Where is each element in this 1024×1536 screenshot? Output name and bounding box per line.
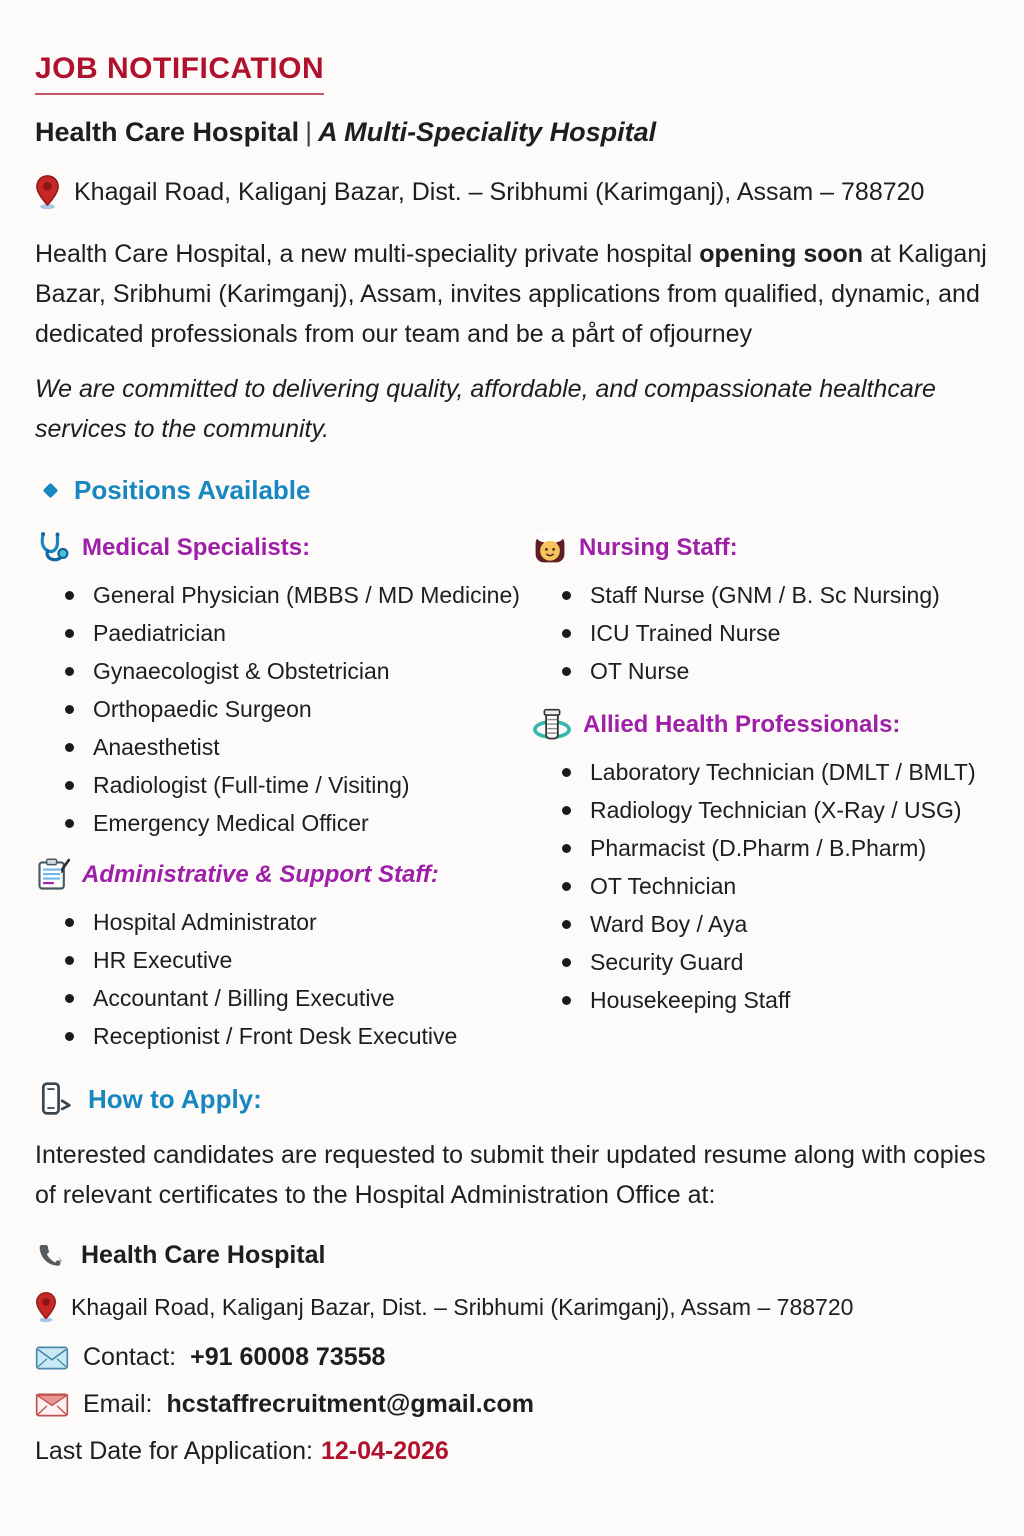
contact-phone-row (35, 1343, 996, 1372)
medical-specialists-heading (35, 530, 532, 566)
envelope-blue-icon (35, 1345, 69, 1371)
intro-text-before: Health Care Hospital, a new multi-speciality private hospital (35, 240, 693, 268)
allied-health-list (532, 759, 996, 1014)
intro-highlight: opening soon (699, 240, 864, 268)
list-item: Staff Nurse (GNM / B. Sc Nursing) (562, 582, 996, 609)
allied-health-heading (532, 707, 996, 743)
contact-address-row (35, 1291, 996, 1323)
list-item: Radiologist (Full-time / Visiting) (65, 772, 532, 799)
intro-paragraph (35, 234, 996, 354)
list-item: Orthopaedic Surgeon (65, 696, 532, 723)
positions-available-heading (45, 475, 996, 506)
left-column (35, 520, 532, 1061)
contact-phone-label: Contact: (83, 1343, 177, 1371)
list-item: Paediatrician (65, 620, 532, 647)
clipboard-pen-icon (35, 857, 71, 893)
admin-support-heading (35, 857, 532, 893)
list-item: Ward Boy / Aya (562, 911, 996, 938)
list-item: Emergency Medical Officer (65, 810, 532, 837)
admin-support-list (35, 909, 532, 1050)
last-date-value: 12-04-2026 (320, 1437, 449, 1465)
phone-handset-icon (35, 1239, 67, 1271)
list-item: Anaesthetist (65, 734, 532, 761)
contact-name-row (35, 1239, 996, 1271)
positions-columns (35, 520, 996, 1061)
medical-specialists-label: Medical Specialists: (82, 534, 311, 561)
admin-support-label: Administrative & Support Staff: (82, 861, 439, 888)
nurse-icon (532, 530, 568, 566)
contact-email-address[interactable]: hcstaffrecruitment@gmail.com (166, 1390, 534, 1418)
header-address-row (35, 174, 996, 210)
intro-text-after: at Kaliganj Bazar, Sribhumi (Karimganj), Assam, invites applications from qualified, dynamic, and dedicated professionals from our team and be a pårt of ofjourney (35, 240, 987, 348)
test-tube-icon (532, 707, 572, 743)
mobile-phone-arrow-icon (35, 1081, 75, 1117)
location-pin-icon (35, 174, 60, 210)
nursing-staff-list (532, 582, 996, 685)
contact-email-label: Email: (83, 1390, 153, 1418)
right-column (532, 520, 996, 1061)
apply-instructions: Interested candidates are requested to submit their updated resume along with copies of relevant certificates to the Hospital Administration Office at: (35, 1141, 986, 1209)
how-to-apply-heading (35, 1081, 996, 1117)
contact-email-row (35, 1390, 996, 1419)
stethoscope-icon (35, 530, 71, 566)
contact-hospital-name: Health Care Hospital (81, 1240, 326, 1269)
last-date-row (35, 1437, 996, 1466)
list-item: Gynaecologist & Obstetrician (65, 658, 532, 685)
list-item: Radiology Technician (X-Ray / USG) (562, 797, 996, 824)
hospital-name: Health Care Hospital (35, 117, 300, 147)
list-item: Housekeeping Staff (562, 987, 996, 1014)
list-item: Accountant / Billing Executive (65, 985, 532, 1012)
mission-paragraph: We are committed to delivering quality, affordable, and compassionate healthcare services to the community. (35, 375, 936, 443)
contact-phone-number[interactable]: +91 60008 73558 (190, 1343, 386, 1371)
location-pin-icon (35, 1291, 57, 1323)
medical-specialists-list (35, 582, 532, 837)
list-item: General Physician (MBBS / MD Medicine) (65, 582, 532, 609)
list-item: Security Guard (562, 949, 996, 976)
page-title: JOB NOTIFICATION (35, 52, 324, 95)
list-item: OT Nurse (562, 658, 996, 685)
list-item: Laboratory Technician (DMLT / BMLT) (562, 759, 996, 786)
header-address: Khagail Road, Kaliganj Bazar, Dist. – Sribhumi (Karimganj), Assam – 788720 (74, 177, 925, 206)
last-date-label: Last Date for Application: (35, 1437, 313, 1465)
positions-available-label: Positions Available (74, 475, 311, 505)
list-item: Hospital Administrator (65, 909, 532, 936)
diamond-icon (43, 483, 59, 499)
nursing-staff-heading (532, 530, 996, 566)
list-item: Pharmacist (D.Pharm / B.Pharm) (562, 835, 996, 862)
list-item: HR Executive (65, 947, 532, 974)
list-item: OT Technician (562, 873, 996, 900)
envelope-red-icon (35, 1392, 69, 1418)
how-to-apply-label: How to Apply: (88, 1083, 262, 1114)
nursing-staff-label: Nursing Staff: (579, 534, 738, 561)
hospital-tagline: A Multi-Speciality Hospital (318, 117, 657, 147)
list-item: ICU Trained Nurse (562, 620, 996, 647)
list-item: Receptionist / Front Desk Executive (65, 1023, 532, 1050)
hospital-heading (35, 117, 996, 148)
heading-separator: | (305, 117, 313, 147)
allied-health-label: Allied Health Professionals: (583, 711, 901, 738)
contact-address: Khagail Road, Kaliganj Bazar, Dist. – Sribhumi (Karimganj), Assam – 788720 (71, 1293, 854, 1320)
